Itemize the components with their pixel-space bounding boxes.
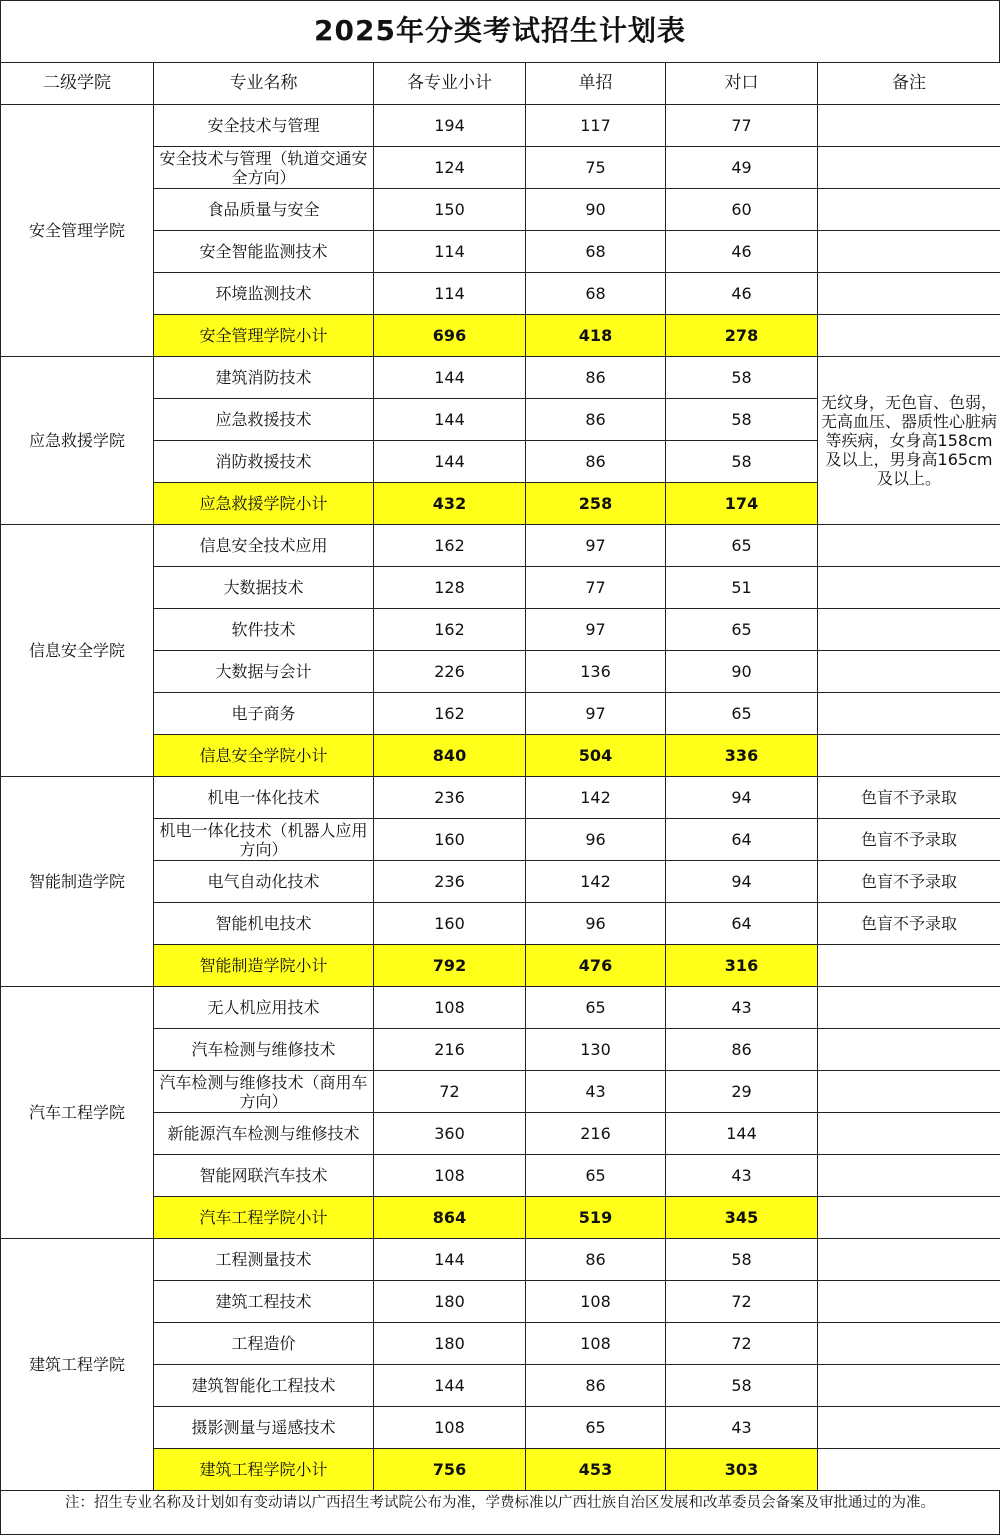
major-dual: 29 [666,1071,818,1113]
major-name: 机电一体化技术（机器人应用方向） [154,819,374,861]
major-total: 160 [374,819,526,861]
subtotal-name: 汽车工程学院小计 [154,1197,374,1239]
major-single: 216 [526,1113,666,1155]
table-row [1,357,1000,399]
header-row [1,63,1000,105]
major-single: 68 [526,273,666,315]
major-dual: 94 [666,777,818,819]
group-note: 无纹身，无色盲、色弱，无高血压、器质性心脏病等疾病，女身高158cm及以上，男身高165cm及以上。 [818,357,1000,525]
major-single: 77 [526,567,666,609]
major-dual: 43 [666,1407,818,1449]
major-name: 建筑消防技术 [154,357,374,399]
subtotal-name: 应急救援学院小计 [154,483,374,525]
major-total: 162 [374,693,526,735]
major-dual: 72 [666,1323,818,1365]
major-name: 安全技术与管理（轨道交通安全方向） [154,147,374,189]
subtotal-single: 476 [526,945,666,987]
major-dual: 46 [666,231,818,273]
major-total: 144 [374,1365,526,1407]
major-name: 智能网联汽车技术 [154,1155,374,1197]
page-title: 2025年分类考试招生计划表 [0,0,1000,62]
major-single: 142 [526,777,666,819]
major-total: 226 [374,651,526,693]
major-name: 软件技术 [154,609,374,651]
major-total: 114 [374,273,526,315]
major-note [818,1239,1000,1281]
major-dual: 51 [666,567,818,609]
major-total: 128 [374,567,526,609]
major-dual: 43 [666,987,818,1029]
major-note [818,1281,1000,1323]
major-note [818,651,1000,693]
subtotal-single: 418 [526,315,666,357]
major-dual: 65 [666,525,818,567]
major-name: 建筑智能化工程技术 [154,1365,374,1407]
major-dual: 65 [666,693,818,735]
major-name: 新能源汽车检测与维修技术 [154,1113,374,1155]
major-name: 安全技术与管理 [154,105,374,147]
major-total: 108 [374,987,526,1029]
major-name: 汽车检测与维修技术 [154,1029,374,1071]
college-name: 信息安全学院 [1,525,154,777]
subtotal-dual: 303 [666,1449,818,1491]
major-dual: 86 [666,1029,818,1071]
major-name: 机电一体化技术 [154,777,374,819]
subtotal-single: 519 [526,1197,666,1239]
major-note [818,1323,1000,1365]
footer-note: 注：招生专业名称及计划如有变动请以广西招生考试院公布为准，学费标准以广西壮族自治区发展和改革委员会备案及审批通过的为准。 [0,1491,1000,1535]
subtotal-total: 840 [374,735,526,777]
header-dual: 对口 [666,63,818,105]
major-note [818,1407,1000,1449]
major-total: 162 [374,525,526,567]
major-name: 安全智能监测技术 [154,231,374,273]
major-note [818,693,1000,735]
major-note [818,525,1000,567]
major-dual: 77 [666,105,818,147]
major-dual: 90 [666,651,818,693]
header-college: 二级学院 [1,63,154,105]
major-dual: 58 [666,399,818,441]
major-name: 汽车检测与维修技术（商用车方向） [154,1071,374,1113]
major-total: 180 [374,1281,526,1323]
major-total: 160 [374,903,526,945]
major-note [818,609,1000,651]
major-name: 消防救援技术 [154,441,374,483]
major-total: 108 [374,1155,526,1197]
major-name: 工程造价 [154,1323,374,1365]
subtotal-total: 792 [374,945,526,987]
major-total: 216 [374,1029,526,1071]
major-single: 97 [526,693,666,735]
subtotal-dual: 345 [666,1197,818,1239]
major-single: 86 [526,357,666,399]
major-total: 108 [374,1407,526,1449]
major-dual: 58 [666,441,818,483]
major-single: 142 [526,861,666,903]
subtotal-total: 864 [374,1197,526,1239]
table-row [1,987,1000,1029]
subtotal-total: 696 [374,315,526,357]
subtotal-single: 504 [526,735,666,777]
subtotal-note-empty [818,735,1000,777]
major-total: 144 [374,357,526,399]
college-name: 建筑工程学院 [1,1239,154,1491]
subtotal-dual: 336 [666,735,818,777]
subtotal-single: 453 [526,1449,666,1491]
subtotal-name: 安全管理学院小计 [154,315,374,357]
major-dual: 43 [666,1155,818,1197]
subtotal-name: 智能制造学院小计 [154,945,374,987]
college-name: 安全管理学院 [1,105,154,357]
major-single: 108 [526,1281,666,1323]
table-row [1,525,1000,567]
subtotal-single: 258 [526,483,666,525]
major-dual: 72 [666,1281,818,1323]
major-total: 144 [374,1239,526,1281]
subtotal-dual: 174 [666,483,818,525]
subtotal-dual: 278 [666,315,818,357]
major-dual: 60 [666,189,818,231]
subtotal-name: 信息安全学院小计 [154,735,374,777]
major-single: 65 [526,987,666,1029]
major-single: 136 [526,651,666,693]
major-name: 电气自动化技术 [154,861,374,903]
major-note: 色盲不予录取 [818,819,1000,861]
major-dual: 65 [666,609,818,651]
major-note [818,231,1000,273]
subtotal-total: 756 [374,1449,526,1491]
college-name: 应急救援学院 [1,357,154,525]
subtotal-note-empty [818,1449,1000,1491]
major-name: 无人机应用技术 [154,987,374,1029]
major-total: 162 [374,609,526,651]
major-note: 色盲不予录取 [818,777,1000,819]
subtotal-note-empty [818,945,1000,987]
major-note: 色盲不予录取 [818,903,1000,945]
table-row [1,777,1000,819]
subtotal-name: 建筑工程学院小计 [154,1449,374,1491]
major-single: 86 [526,441,666,483]
major-single: 75 [526,147,666,189]
major-dual: 94 [666,861,818,903]
major-total: 144 [374,441,526,483]
major-note [818,1155,1000,1197]
major-dual: 49 [666,147,818,189]
table-row [1,1239,1000,1281]
major-single: 65 [526,1155,666,1197]
major-total: 124 [374,147,526,189]
major-name: 大数据技术 [154,567,374,609]
header-note: 备注 [818,63,1000,105]
major-dual: 46 [666,273,818,315]
major-single: 68 [526,231,666,273]
major-single: 97 [526,609,666,651]
college-name: 汽车工程学院 [1,987,154,1239]
major-name: 智能机电技术 [154,903,374,945]
major-note [818,1365,1000,1407]
major-dual: 58 [666,1239,818,1281]
major-single: 86 [526,1239,666,1281]
major-note [818,105,1000,147]
major-dual: 58 [666,1365,818,1407]
header-single: 单招 [526,63,666,105]
major-single: 96 [526,903,666,945]
major-single: 43 [526,1071,666,1113]
major-single: 96 [526,819,666,861]
major-name: 信息安全技术应用 [154,525,374,567]
major-total: 236 [374,777,526,819]
major-single: 117 [526,105,666,147]
college-name: 智能制造学院 [1,777,154,987]
major-dual: 58 [666,357,818,399]
subtotal-note-empty [818,315,1000,357]
major-name: 电子商务 [154,693,374,735]
header-major: 专业名称 [154,63,374,105]
major-single: 86 [526,1365,666,1407]
major-total: 194 [374,105,526,147]
enrollment-plan-table [0,62,1000,1491]
major-note [818,1113,1000,1155]
major-note [818,147,1000,189]
major-note [818,1071,1000,1113]
major-name: 建筑工程技术 [154,1281,374,1323]
major-dual: 64 [666,819,818,861]
major-single: 86 [526,399,666,441]
major-total: 114 [374,231,526,273]
table-row [1,105,1000,147]
major-total: 180 [374,1323,526,1365]
major-name: 环境监测技术 [154,273,374,315]
major-total: 72 [374,1071,526,1113]
major-note [818,189,1000,231]
major-total: 360 [374,1113,526,1155]
major-name: 应急救援技术 [154,399,374,441]
major-single: 130 [526,1029,666,1071]
major-note [818,567,1000,609]
subtotal-dual: 316 [666,945,818,987]
subtotal-note-empty [818,1197,1000,1239]
major-total: 150 [374,189,526,231]
table-body [1,63,1000,1491]
major-note: 色盲不予录取 [818,861,1000,903]
header-total: 各专业小计 [374,63,526,105]
major-total: 236 [374,861,526,903]
major-dual: 64 [666,903,818,945]
major-single: 65 [526,1407,666,1449]
major-single: 97 [526,525,666,567]
major-name: 工程测量技术 [154,1239,374,1281]
major-dual: 144 [666,1113,818,1155]
major-name: 摄影测量与遥感技术 [154,1407,374,1449]
major-single: 90 [526,189,666,231]
subtotal-total: 432 [374,483,526,525]
major-total: 144 [374,399,526,441]
major-note [818,987,1000,1029]
major-name: 大数据与会计 [154,651,374,693]
major-note [818,1029,1000,1071]
major-note [818,273,1000,315]
major-single: 108 [526,1323,666,1365]
major-name: 食品质量与安全 [154,189,374,231]
